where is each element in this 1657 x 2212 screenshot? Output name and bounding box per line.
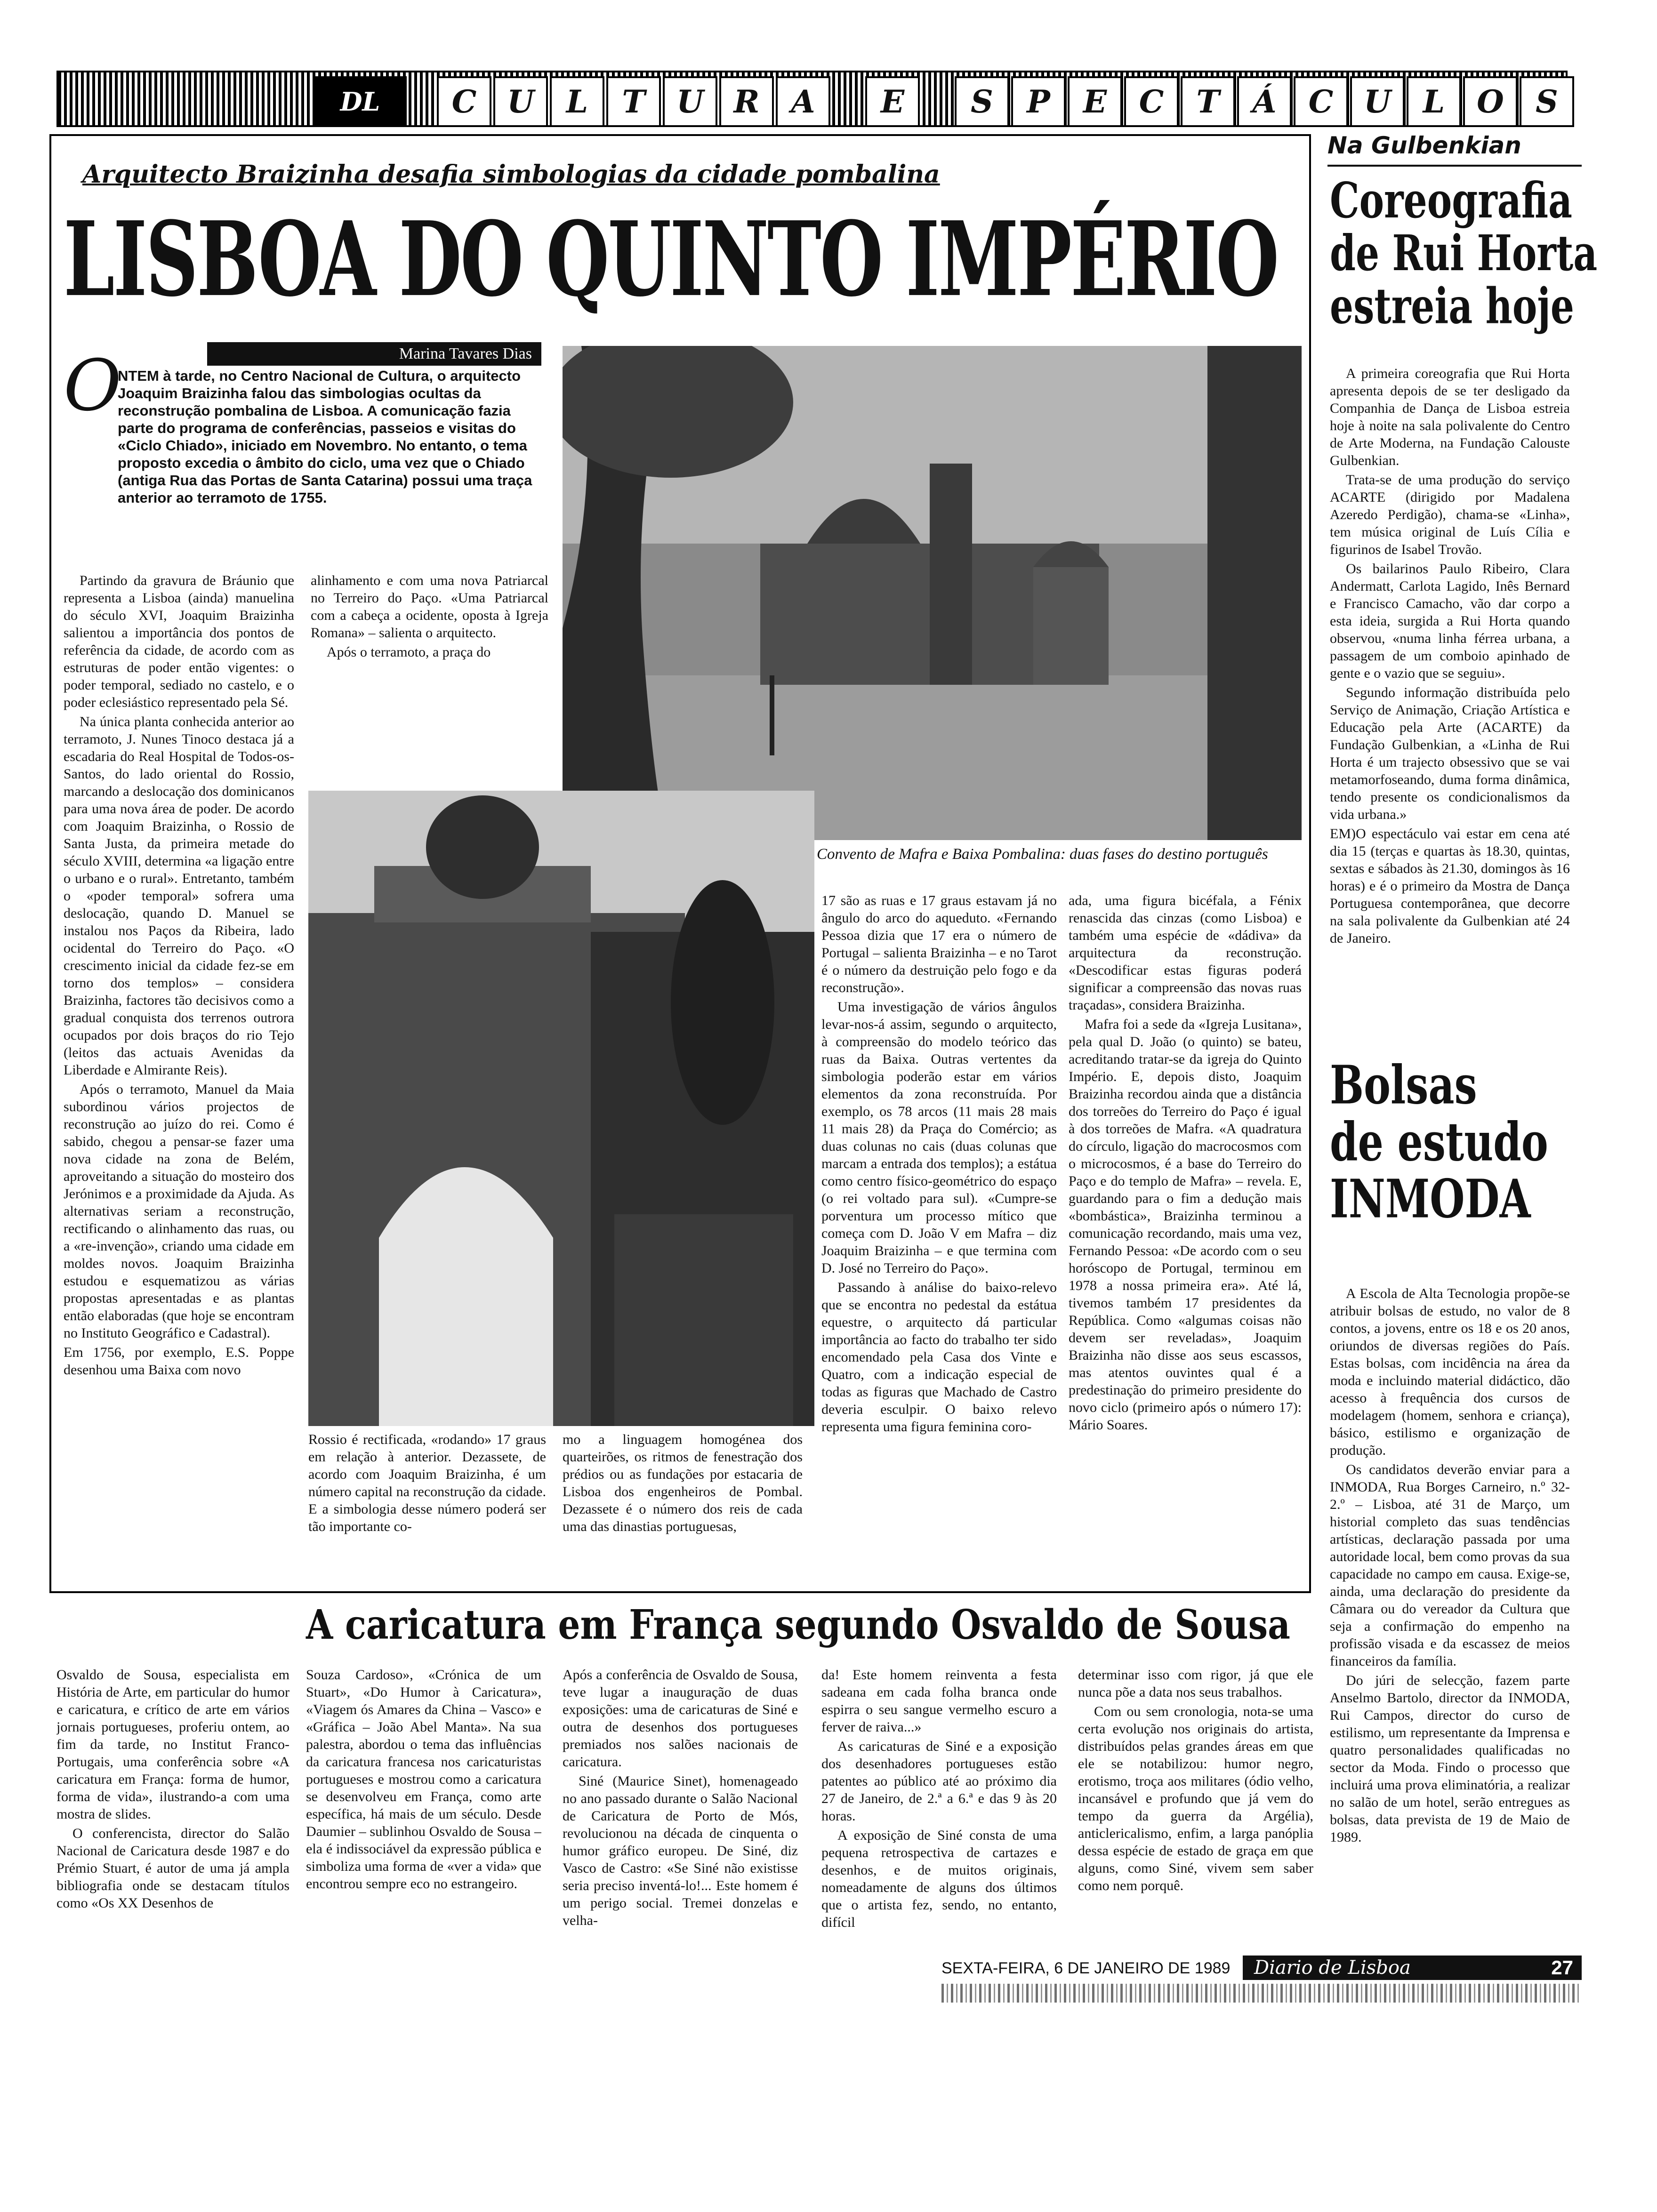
byline: Marina Tavares Dias [399, 345, 532, 362]
paragraph: EM)O espectáculo vai estar em cena até dia 15 (terças e quartas às 18.30, quintas, sextas e sábados às 21.30, domingos às 16 horas) e é o primeiro da Mostra de Dança Portuguesa contemporânea, que decorre na sala polivalente da Gulbenkian até 24 de Janeiro. [1330, 826, 1570, 946]
paragraph: Do júri de selecção, fazem parte Anselmo Bartolo, director da INMODA, Rui Campos, director do curso de estilismo, um representante da Imprensa e quatro personalidades qualificadas no sector da Moda. Findo o processo que incluirá uma prova eliminatória, a realizar no salão de um hotel, serão entregues as bolsas, data prevista de 19 de Maio de 1989. [1330, 1673, 1570, 1845]
footer-date: SEXTA-FEIRA, 6 DE JANEIRO DE 1989 [941, 1959, 1231, 1977]
main-column-1 [64, 572, 294, 1586]
article-kicker: Arquitecto Braizinha desafia simbologias da cidade pombalina [82, 160, 940, 189]
section-logo: DL [314, 76, 407, 127]
paragraph: Após o terramoto, a praça do [327, 644, 491, 660]
section-letter: E [865, 76, 920, 127]
section-letter: L [550, 76, 604, 127]
paragraph: Siné (Maurice Sinet), homenageado no ano passado durante o Salão Nacional de Caricatura de Porto de Mós, revolucionou na década de cinquenta o humor gráfico europeu. De Siné, diz Vasco de Castro: «Se Siné não existisse seria preciso inventá-lo!... Este homem é um perigo social. Tremei donzelas e velha- [563, 1773, 798, 1928]
photo-mafra-graphic [563, 346, 1302, 840]
byline-bar [207, 342, 541, 366]
headline-line: INMODA [1330, 1167, 1531, 1230]
footer-paper-name: Diario de Lisboa [1254, 1957, 1411, 1979]
caricatura-column-3 [563, 1666, 798, 2080]
section-letter: Á [1237, 76, 1292, 127]
main-column-2-bottom [308, 1431, 546, 1591]
paragraph: da! Este homem reinventa a festa sadeana em cada folha branca onde espirra o seu sangue vermelho escuro a ferver de raiva...» [821, 1667, 1057, 1735]
section-letter: O [1463, 76, 1518, 127]
paragraph: Trata-se de uma produção do serviço ACARTE (dirigido por Madalena Azeredo Perdigão), chama-se «Linha», tem música original de Luís Cília e figurinos de Isabel Trovão. [1330, 472, 1570, 557]
main-column-2-top [311, 572, 548, 784]
paragraph: As caricaturas de Siné e a exposição dos desenhadores portugueses estão patentes ao público até ao próximo dia 27 de Janeiro, de 2.ª a 6.ª e das 9 às 20 horas. [821, 1739, 1057, 1824]
main-column-4 [821, 892, 1057, 1591]
paragraph: Segundo informação distribuída pelo Serviço de Animação, Criação Artística e Educação pela Arte (ACARTE) da Fundação Gulbenkian, a «Linha de Rui Horta é um trajecto obsessivo que se vai metamorfoseando, duma forma dinâmica, tendo presente os condicionalismos da vida urbana.» [1330, 685, 1570, 822]
headline-line: Coreografia [1330, 171, 1572, 229]
section-letter: U [1350, 76, 1405, 127]
article-headline: LISBOA DO QUINTO IMPÉRIO [64, 199, 1278, 320]
headline-line: de Rui Horta [1330, 224, 1598, 282]
paragraph: Mafra foi a sede da «Igreja Lusitana», pela qual D. João (o quinto) se bateu, acreditando tratar-se da igreja do Quinto Império. E, depois disto, Joaquim Braizinha recordou ainda que a distância dos torreões do Terreiro do Paço é igual à dos torreões de Mafra. «A quadratura do círculo, ligação do macrocosmos com o microcosmos, é a base do Terreiro do Paço e do templo de Mafra» – revela. E, guardando para o fim a dedução mais «bombástica», Braizinha terminou a comunicação recordando, mais uma vez, Fernando Pessoa: «De acordo com o seu horóscopo de Portugal, terminou em 1978 a nossa primeira era». Até lá, tivemos também 17 presidentes da República. Como «algumas coisas não devem ser reveladas», Joaquim Braizinha não disse aos seus escassos, mas atentos ouvintes qual é a predestinação do primeiro presidente do novo ciclo (primeiro após o número 17): Mário Soares. [1069, 1017, 1302, 1433]
footer-page-number: 27 [1551, 1956, 1573, 1979]
paragraph: ada, uma figura bicéfala, a Fénix renascida das cinzas (como Lisboa) e também uma espécie de «dádiva» da arquitectura da reconstrução. «Descodificar estas figuras poderá significar a compreensão das novas ruas traçadas», considera Braizinha. [1069, 893, 1302, 1013]
photo-caption: Convento de Mafra e Baixa Pombalina: duas fases do destino português [817, 846, 1268, 863]
caricatura-column-5 [1078, 1666, 1313, 1930]
main-column-5 [1069, 892, 1302, 1591]
paragraph: alinhamento e com uma nova Patriarcal no Terreiro do Paço. «Uma Patriarcal com a cabeça a ocidente, oposta à Igreja Romana» – salienta o arquitecto. [311, 573, 548, 641]
caricatura-column-2 [306, 1666, 541, 2080]
section-letter: A [776, 76, 830, 127]
paragraph: Os bailarinos Paulo Ribeiro, Clara Andermatt, Carlota Lagido, Inês Bernard e Francisco Camacho, vão dar corpo a esta ideia, surgida a Rui Horta quando observou, «numa linha férrea urbana, a passagem de um comboio apinhado de gente e o vazio que se seguiu». [1330, 561, 1570, 681]
section-letter: S [1520, 76, 1574, 127]
sidebar-rule [1327, 165, 1582, 167]
section-letter: E [1068, 76, 1122, 127]
sidebar-article-2 [1330, 1285, 1570, 1977]
section-letter: U [663, 76, 717, 127]
caricatura-headline: A caricatura em França segundo Osvaldo de Sousa [306, 1601, 1290, 1649]
section-letter: P [1011, 76, 1066, 127]
section-title [313, 73, 1575, 126]
main-column-3-bottom [563, 1431, 803, 1591]
section-letter: C [437, 76, 491, 127]
section-letter: U [493, 76, 548, 127]
lead-text: NTEM à tarde, no Centro Nacional de Cultura, o arquitecto Joaquim Braizinha falou das simbologias ocultas da reconstrução pombalina de Lisboa. A comunicação fazia parte do programa de conferências, passeios e visitas do «Ciclo Chiado», iniciado em Novembro. No entanto, o tema proposto excedia o âmbito do ciclo, uma vez que o Chiado (antiga Rua das Portas de Santa Catarina) possui uma traça anterior ao terramoto de 1755. [118, 368, 532, 506]
section-letter: T [606, 76, 661, 127]
paragraph: Partindo da gravura de Bráunio que representa a Lisboa (ainda) manuelina do século XVI, Joaquim Braizinha salientou a importância dos pontos de referência da cidade, de acordo com as estruturas de poder então vigentes: o poder temporal, sediado no castelo, e o poder eclesiástico representado pela Sé. [64, 573, 294, 710]
paragraph: Souza Cardoso», «Crónica de um Stuart», «Do Humor à Caricatura», «Viagem ós Amares da China – Vasco» e «Gráfica – João Abel Manta». Na sua palestra, abordou o tema das influências da caricatura francesa nos caricaturistas portugueses e mostrou como a caricatura se desenvolveu em França, como arte específica, há mais de um século. Desde Daumier – sublinhou Osvaldo de Sousa – ela é indissociável da expressão pública e simboliza uma forma de «ver a vida» que encontrou sempre eco no estrangeiro. [306, 1667, 541, 1891]
section-letter: C [1124, 76, 1179, 127]
paragraph: Com ou sem cronologia, nota-se uma certa evolução nos originais do artista, distribuídos pelas grandes áreas em que ele se notabilizou: humor negro, erotismo, troça aos militares (ódio velho, incansável e profundo que já vem do tempo da guerra da Argélia), anticlericalismo, enfim, a larga panóplia dessa espécie de estado de graça em que alguns, como Siné, vivem sem saber como nem porquê. [1078, 1704, 1313, 1893]
paragraph: Uma investigação de vários ângulos levar-nos-á assim, segundo o arquitecto, à compreensão do modelo teórico das ruas da Baixa. Outras vertentes da simbologia poderão estar em vários elementos da zona reconstruída. Por exemplo, os 78 arcos (11 mais 28 mais 11 mais 28) da Praça do Comércio; as duas colunas no cais (duas colunas que marcam a entrada dos templos); a estátua como centro físico-geométrico do espaço (o rei voltado para sul). «Cumpre-se porventura um processo mítico que começa com D. João V em Mafra – diz Joaquim Braizinha – e que termina com D. José no Terreiro do Paço». [821, 999, 1057, 1276]
photo-convento-mafra [563, 346, 1302, 840]
caricatura-column-4 [821, 1666, 1057, 2080]
lead-paragraph [118, 367, 537, 565]
lead-dropcap: O [64, 345, 121, 427]
headline-line: de estudo [1330, 1110, 1548, 1173]
sidebar-kicker: Na Gulbenkian [1327, 132, 1521, 159]
paragraph: O conferencista, director do Salão Nacional de Caricatura desde 1987 e do Prémio Stuart, é autor de uma já ampla bibliografia onde se destacam títulos como «Os XX Desenhos de [56, 1826, 290, 1911]
section-letter: L [1407, 76, 1461, 127]
footer-paper-bar [1243, 1956, 1582, 1980]
caricatura-column-1 [56, 1666, 290, 2080]
paragraph: determinar isso com rigor, já que ele nunca põe a data nos seus trabalhos. [1078, 1667, 1313, 1700]
section-header-bar [56, 71, 1568, 127]
paragraph: Na única planta conhecida anterior ao terramoto, J. Nunes Tinoco destaca já a escadaria do Real Hospital de Todos-os-Santos, do lado oriental do Rossio, marcando a deslocação dos dominicanos para uma nova área de poder. De acordo com Joaquim Braizinha, o Rossio de Santa Justa, da primeira metade do século XVIII, determina «a ligação entre o urbano e o rural». Entretanto, também o «poder temporal» sofrera uma deslocação, quando D. Manuel se instalou nos Paços da Ribeira, lado ocidental do Terreiro do Paço. «O crescimento inicial da cidade fez-se em torno dos templos» – considera Braizinha, factores tão decisivos como a gradual conquista dos terrenos outrora ocupados por dois braços do rio Tejo (leitos das actuais Avenidas da Liberdade e Almirante Reis). [64, 714, 294, 1078]
headline-line: estreia hoje [1330, 277, 1574, 335]
paragraph: Após o terramoto, Manuel da Maia subordinou vários projectos de reconstrução ao juízo do rei. Como é sabido, chegou a pensar-se fazer uma nova cidade na zona de Belém, aproveitando a situação do mosteiro dos Jerónimos e a proximidade da Ajuda. As alternativas seriam a reconstrução, rectificando o alinhamento das ruas, ou a «re-invenção», criando uma cidade em moldes novos. Joaquim Braizinha estudou e esquematizou as várias propostas apresentadas e as plantas então elaboradas (que hoje se encontram no Instituto Geográfico e Cadastral). [64, 1082, 294, 1341]
paragraph: Osvaldo de Sousa, especialista em História de Arte, em particular do humor e caricatura, e crítico de arte em vários jornais portugueses, proferiu ontem, ao fim da tarde, no Institut Franco-Portugais, uma conferência sobre «A caricatura em França: forma de humor, forma de vida», ilustrando-a com uma mostra de slides. [56, 1667, 290, 1822]
section-letter: R [719, 76, 774, 127]
sidebar-headline-1 [1330, 171, 1598, 335]
paragraph: 17 são as ruas e 17 graus estavam já no ângulo do arco do aqueduto. «Fernando Pessoa dizia que 17 era o número de Portugal – salienta Braizinha – e no Tarot é o número da destruição pelo fogo e da reconstrução». [821, 893, 1057, 995]
paragraph: Rossio é rectificada, «rodando» 17 graus em relação à anterior. Dezassete, de acordo com Joaquim Braizinha, é um número capital na reconstrução da cidade. E a simbologia desse número poderá ser tão importante co- [308, 1432, 546, 1534]
section-letter: T [1181, 76, 1235, 127]
paragraph: Em 1756, por exemplo, E.S. Poppe desenhou uma Baixa com novo [64, 1345, 294, 1378]
paragraph: mo a linguagem homogénea dos quarteirões, os ritmos de fenestração dos prédios ou as fundações por estacaria de Lisboa dos engenheiros de Pombal. Dezassete é o número dos reis de cada uma das dinastias portuguesas, [563, 1432, 803, 1534]
paragraph: A Escola de Alta Tecnologia propõe-se atribuir bolsas de estudo, no valor de 8 contos, a jovens, entre os 18 e os 20 anos, oriundos de diversas regiões do País. Estas bolsas, com incidência na área da moda e incluindo material didáctico, dão acesso à frequência dos cursos de modelagem (homem, senhora e criança), básico, estilismo e organização de produção. [1330, 1286, 1570, 1458]
photo-arco-rua-augusta [308, 791, 814, 1426]
paragraph: Os candidatos deverão enviar para a INMODA, Rua Borges Carneiro, n.º 32-2.º – Lisboa, até 31 de Março, um historial completo das suas tendências artísticas, declaração passada por uma autoridade local, bem como provas da sua capacidade no campo em causa. Exige-se, ainda, uma declaração do presidente da Câmara ou do vereador da Cultura que seja a confirmação do empenho na profissão visada e da escassez de meios financeiros da família. [1330, 1462, 1570, 1669]
section-letter: C [1294, 76, 1348, 127]
paragraph: Após a conferência de Osvaldo de Sousa, teve lugar a inauguração de duas exposições: uma de caricaturas de Siné e outra de desenhos dos portugueses premiados nos salões nacionais de caricatura. [563, 1667, 798, 1770]
headline-line: Bolsas [1330, 1053, 1477, 1116]
photo-arco-graphic [308, 791, 814, 1426]
paragraph: Passando à análise do baixo-relevo que se encontra no pedestal da estátua equestre, o arquitecto dá particular importância ao facto do trabalho ter sido encomendado pela Casa dos Vinte e Quatro, com a indicação especial de todas as figuras que Machado de Castro deveria esculpir. O baixo relevo representa uma figura feminina coro- [821, 1280, 1057, 1435]
section-letter: S [955, 76, 1009, 127]
paragraph: A primeira coreografia que Rui Horta apresenta depois de se ter desligado da Companhia de Dança de Lisboa estreia hoje à noite na sala polivalente do Centro de Arte Moderna, na Fundação Calouste Gulbenkian. [1330, 366, 1570, 468]
sidebar-article-1 [1330, 365, 1570, 1057]
footer-barcode [941, 1984, 1582, 2003]
paragraph: A exposição de Siné consta de uma pequena retrospectiva de cartazes e desenhos, e de muitos originais, nomeadamente de alguns dos últimos que o artista fez, sendo, no entanto, difícil [821, 1827, 1057, 1930]
sidebar-headline-2 [1330, 1053, 1548, 1230]
